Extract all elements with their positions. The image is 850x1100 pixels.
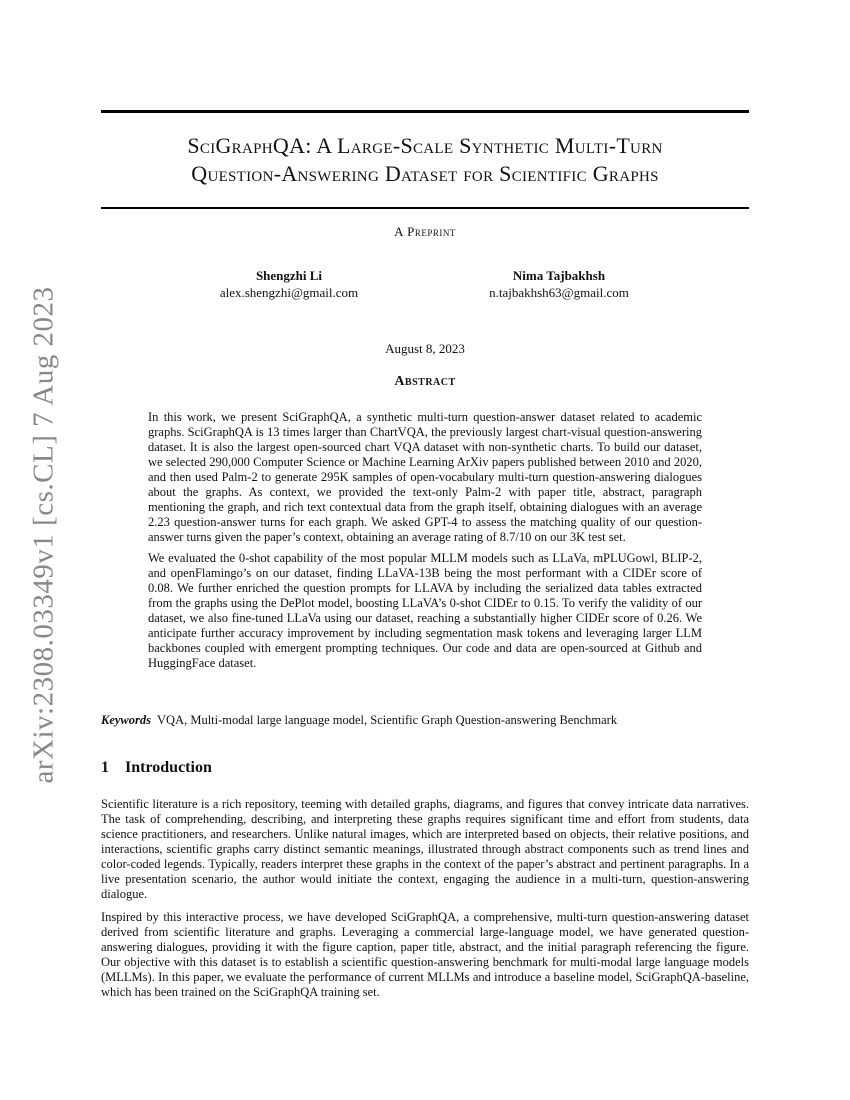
section-title: Introduction [125,759,212,776]
author-block-2 [439,267,679,301]
keywords-text: VQA, Multi-modal large language model, Scientific Graph Question-answering Benchmark [157,713,618,727]
author-email: n.tajbakhsh63@gmail.com [489,285,629,300]
publication-date: August 8, 2023 [385,341,465,356]
paper-title [101,132,749,188]
keywords [101,713,749,728]
introduction-body [101,797,749,1008]
introduction-paragraph-2: Inspired by this interactive process, we have developed SciGraphQA, a comprehensive, multi-turn question-answering dataset derived from scientific literature and graphs. Leveraging a commercial large-language model, we have generated question-answering dialogues, providing it with the figure caption, paper title, abstract, and the initial paragraph referencing the figure. Our objective with this dataset is to establish a scientific question-answering benchmark for multi-modal large language models (MLLMs). In this paper, we evaluate the performance of current MLLMs and introduce a baseline model, SciGraphQA-baseline, which has been trained on the SciGraphQA training set. [101,910,749,999]
paper-title-line-1: SciGraphQA: A Large-Scale Synthetic Multi-Turn [187,133,663,158]
section-heading-introduction [101,759,212,777]
author-block-1 [169,267,409,301]
introduction-paragraph-1: Scientific literature is a rich repository, teeming with detailed graphs, diagrams, and figures that convey intricate data narratives. The task of comprehending, describing, and interpreting these graphs requires significant time and effort from students, data science practitioners, and researchers. Unlike natural images, which are interpreted based on objects, their relative positions, and interactions, scientific graphs carry distinct semantic meanings, illustrated through abstract components such as trend lines and color-coded legends. Typically, readers interpret these graphs in the context of the paper’s abstract and pertinent paragraphs. In a live presentation scenario, the author would initiate the context, engaging the audience in a multi-turn, question-answering dialogue. [101,797,749,901]
abstract-paragraph-2: We evaluated the 0-shot capability of the most popular MLLM models such as LLaVa, mPLUGowl, BLIP-2, and openFlamingo’s on our dataset, finding LLaVA-13B being the most performant with a CIDEr score of 0.08. We further enriched the question prompts for LLAVA by including the serialized data tables extracted from the graphs using the DePlot model, boosting LLaVA’s 0-shot CIDEr to 0.15. To verify the validity of our dataset, we also fine-tuned LLaVa using our dataset, reaching a substantially higher CIDEr score of 0.26. We anticipate further accuracy improvement by including segmentation mask tokens and leveraging larger LLM backbones coupled with emergent prompting techniques. Our code and data are open-sourced at Github and HuggingFace dataset. [148,551,702,670]
arxiv-identifier-stamp: arXiv:2308.03349v1 [cs.CL] 7 Aug 2023 [27,286,60,784]
title-top-rule [101,110,749,113]
abstract-paragraph-1: In this work, we present SciGraphQA, a synthetic multi-turn question-answer dataset related to academic graphs. SciGraphQA is 13 times larger than ChartVQA, the previously largest chart-visual question-answering dataset. It is also the largest open-sourced chart VQA dataset with non-synthetic charts. To build our dataset, we selected 290,000 Computer Science or Machine Learning ArXiv papers published between 2010 and 2020, and then used Palm-2 to generate 295K samples of open-vocabulary multi-turn question-answering dialogues about the graphs. As context, we provided the text-only Palm-2 with paper title, abstract, paragraph mentioning the graph, and rich text contextual data from the graph itself, obtaining dialogues with an average 2.23 question-answer turns for each graph. We asked GPT-4 to assess the matching quality of our question-answer turns given the paper’s context, obtaining an average rating of 8.7/10 on our 3K test set. [148,410,702,544]
abstract-body [148,410,702,677]
section-number: 1 [101,759,109,776]
keywords-label: Keywords [101,713,151,727]
title-bottom-rule [101,207,749,209]
paper-title-line-2: Question-Answering Dataset for Scientific Graphs [191,161,659,186]
author-name: Shengzhi Li [255,268,323,283]
author-email: alex.shengzhi@gmail.com [219,285,359,300]
abstract-heading: Abstract [394,374,456,389]
author-name: Nima Tajbakhsh [512,268,606,283]
preprint-label: A Preprint [394,224,456,239]
